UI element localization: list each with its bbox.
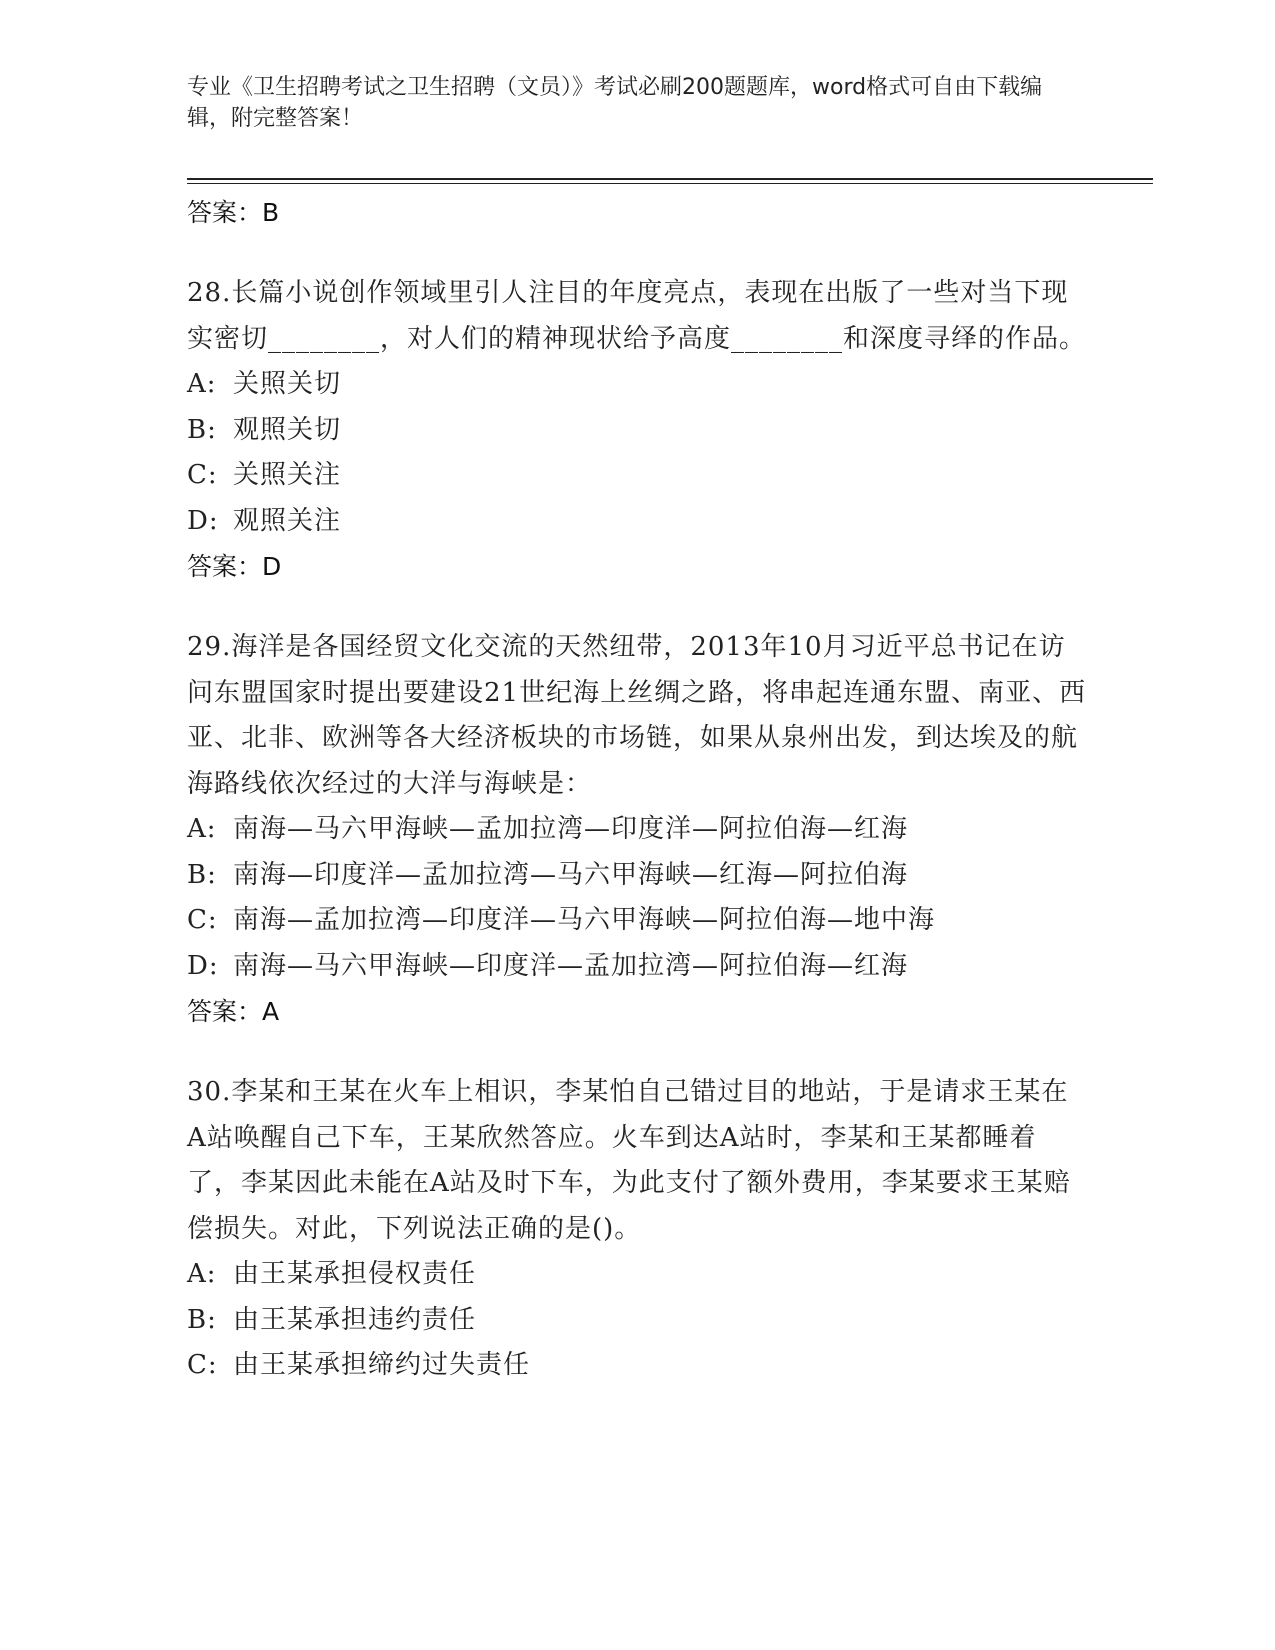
option-text: 南海—孟加拉湾—印度洋—马六甲海峡—阿拉伯海—地中海: [233, 905, 936, 935]
option-letter: C:: [187, 905, 218, 935]
option-text: 南海—马六甲海峡—印度洋—孟加拉湾—阿拉伯海—红海: [233, 950, 909, 981]
question-28-text: 28.长篇小说创作领域里引人注目的年度亮点，表现在出版了一些对当下现实密切________，对人们的精神现状给予高度________和深度寻绎的作品。: [187, 278, 1087, 354]
option-text: 南海—马六甲海峡—孟加拉湾—印度洋—阿拉伯海—红海: [233, 814, 909, 844]
answer-line: 答案：B: [187, 198, 280, 227]
question-29-option-a: [187, 807, 1087, 853]
option-text: 由王某承担侵权责任: [233, 1259, 477, 1289]
question-list: [187, 190, 1087, 1389]
question-29-option-c: [187, 898, 1087, 944]
option-letter: A:: [187, 369, 217, 399]
document-header: 专业《卫生招聘考试之卫生招聘（文员）》考试必刷200题题库，word格式可自由下载编辑，附完整答案！: [187, 75, 1043, 131]
option-text: 关照关注: [233, 460, 342, 490]
question-29-text: 29.海洋是各国经贸文化交流的天然纽带，2013年10月习近平总书记在访问东盟国家时提出要建设21世纪海上丝绸之路，将串起连通东盟、南亚、西亚、北非、欧洲等各大经济板块的市场链，如果从泉州出发，到达埃及的航海路线依次经过的大洋与海峡是：: [187, 632, 1087, 799]
question-28-option-a: [187, 362, 1087, 408]
header-rule-thick: [187, 178, 1153, 180]
option-text: 由王某承担缔约过失责任: [233, 1350, 531, 1380]
option-text: 由王某承担违约责任: [233, 1304, 477, 1335]
question-28-answer: 答案：D: [187, 552, 282, 581]
question-29-option-b: [187, 853, 1087, 899]
option-letter: D:: [187, 505, 219, 536]
option-letter: A:: [187, 814, 217, 844]
question-28-option-b: [187, 408, 1087, 454]
option-letter: B:: [187, 859, 217, 890]
question-30-text: 30.李某和王某在火车上相识，李某怕自己错过目的地站，于是请求王某在A站唤醒自己下车，王某欣然答应。火车到达A站时，李某和王某都睡着了，李某因此未能在A站及时下车，为此支付了额外费用，李某要求王某赔偿损失。对此，下列说法正确的是()。: [187, 1077, 1071, 1244]
header-rule-thin: [187, 183, 1153, 184]
question-30-option-c: [187, 1343, 1087, 1389]
option-text: 观照关注: [233, 505, 342, 536]
option-letter: D:: [187, 950, 219, 981]
option-letter: B:: [187, 1304, 217, 1335]
question-30-option-b: [187, 1298, 1087, 1344]
option-letter: C:: [187, 460, 218, 490]
option-letter: A:: [187, 1259, 217, 1289]
question-29-option-d: [187, 944, 1087, 990]
option-letter: B:: [187, 414, 217, 445]
option-text: 观照关切: [233, 414, 342, 445]
question-28-option-c: [187, 453, 1087, 499]
option-text: 南海—印度洋—孟加拉湾—马六甲海峡—红海—阿拉伯海: [233, 859, 909, 890]
question-29-answer: 答案：A: [187, 997, 280, 1026]
option-text: 关照关切: [233, 369, 342, 399]
question-30-option-a: [187, 1252, 1087, 1298]
option-letter: C:: [187, 1350, 218, 1380]
question-28-option-d: [187, 499, 1087, 545]
